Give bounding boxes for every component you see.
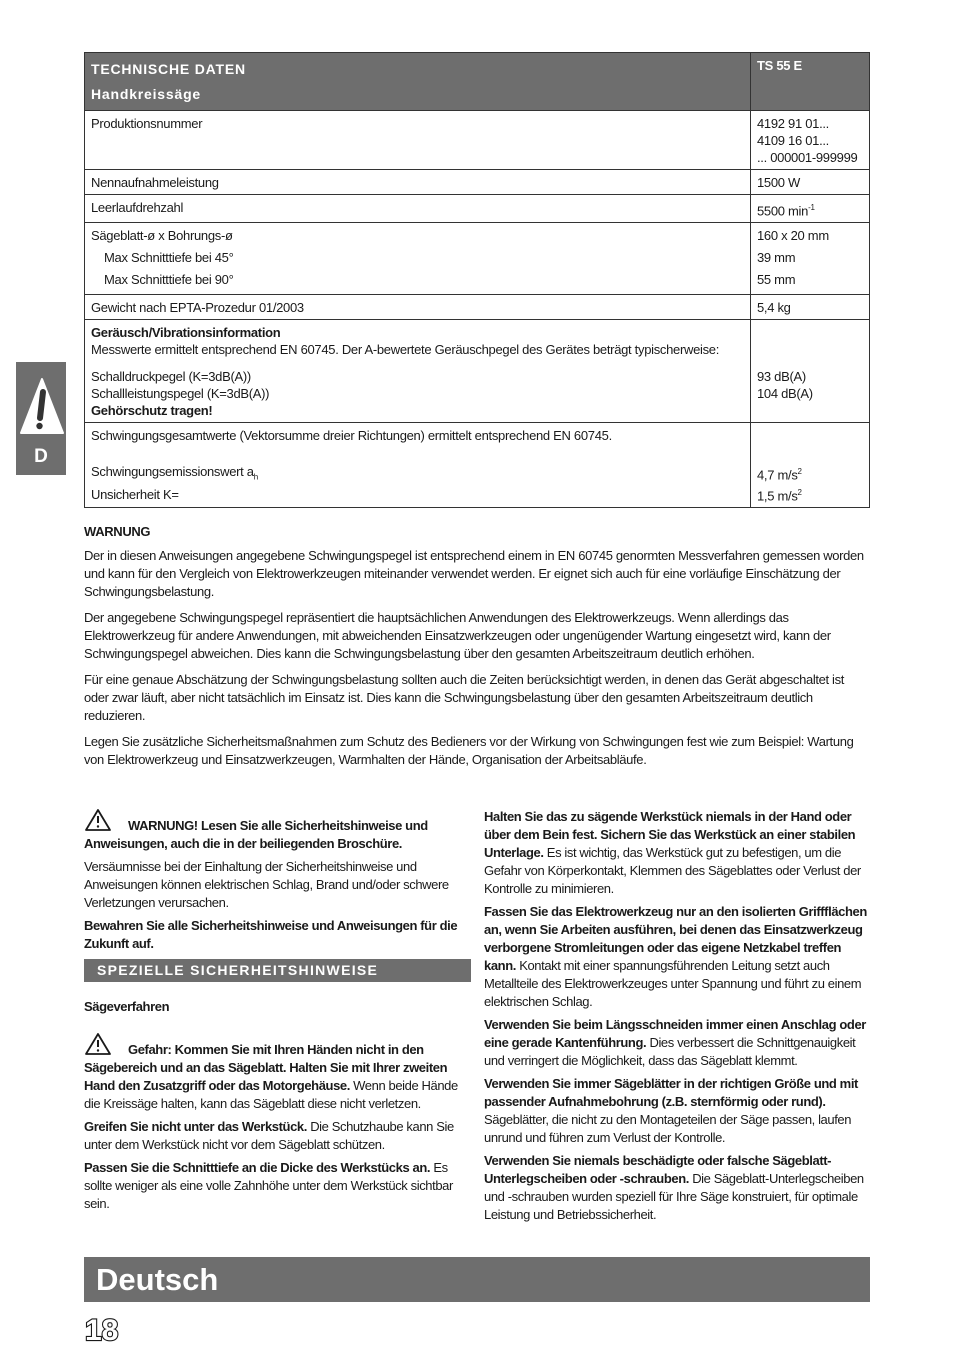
vibration-emission-exponent: 2 bbox=[797, 467, 802, 477]
depth-paragraph bbox=[84, 1159, 471, 1213]
page-number bbox=[84, 1312, 124, 1346]
row-value bbox=[751, 195, 870, 223]
fence-paragraph bbox=[484, 1016, 871, 1070]
row-label: Produktionsnummer bbox=[85, 111, 751, 170]
grip-bold: Greifen Sie nicht unter das Werkstück. bbox=[84, 1119, 307, 1134]
fence-text: Dies verbessert die Schnittgenauigkeit und verringert die Möglichkeit, dass das Sägeblatt klemmt. bbox=[484, 1035, 856, 1068]
row-value: 5,4 kg bbox=[751, 295, 870, 320]
grip-paragraph bbox=[84, 1118, 471, 1154]
hold-text: Es ist wichtig, das Werkstück gut zu befestigen, um die Gefahr von Körperkontakt, Klemmen des Sägeblattes oder Verlust der Kontrolle zu minimieren. bbox=[484, 845, 861, 896]
spec-model: TS 55 E bbox=[751, 53, 870, 111]
damaged-paragraph bbox=[484, 1152, 871, 1224]
table-row bbox=[85, 423, 870, 508]
table-row bbox=[85, 295, 870, 320]
row-value bbox=[751, 423, 870, 508]
row-value bbox=[751, 111, 870, 170]
language-footer-bar bbox=[84, 1257, 870, 1302]
row-value bbox=[751, 223, 870, 295]
safety-left-column bbox=[84, 808, 471, 1218]
blades-text: Sägeblätter, die nicht zu den Montageteilen der Säge passen, laufen unrund und führen zum Verlust der Kontrolle. bbox=[484, 1112, 852, 1145]
spec-title: TECHNISCHE DATEN bbox=[91, 61, 246, 77]
idle-speed-value: 5500 min bbox=[757, 203, 809, 219]
sound-pressure-value: 93 dB(A) bbox=[757, 369, 806, 385]
noise-intro: Messwerte ermittelt entsprechend EN 60745. Der A-bewertete Geräuschpegel des Gerätes beträgt typischerweise: bbox=[91, 342, 720, 358]
language-letter: D bbox=[34, 446, 48, 467]
table-row bbox=[85, 111, 870, 170]
technical-data-table bbox=[84, 52, 870, 508]
insulated-bold: Fassen Sie das Elektrowerkzeug nur an den isolierten Griffflächen an, wenn Sie Arbeiten ausführen, bei denen das Einsatzwerkzeug verborgene Stromleitungen oder das eigene Netzkabel treffen kann. bbox=[484, 904, 867, 973]
danger-paragraph bbox=[84, 1032, 471, 1113]
row-label: Gewicht nach EPTA-Prozedur 01/2003 bbox=[85, 295, 751, 320]
uncertainty-exponent: 2 bbox=[797, 487, 802, 497]
uncertainty-value: 1,5 m/s bbox=[757, 487, 798, 503]
production-number-3: ... 000001-999999 bbox=[757, 150, 858, 165]
warning-paragraph: Der in diesen Anweisungen angegebene Schwingungspegel ist entsprechend einem in EN 60745 genormten Messverfahren gemessen worden und kann für den Vergleich von Elektrowerkzeugen miteinander verwendet werden. Er eignet sich auch für eine vorläufige Einschätzung der Schwingungsbelastung. bbox=[84, 548, 864, 599]
vibration-emission-subscript: h bbox=[253, 472, 258, 482]
production-number-2: 4109 16 01... bbox=[757, 133, 829, 148]
blades-bold: Verwenden Sie immer Sägeblätter in der richtigen Größe und mit passender Aufnahmebohrung (z.B. sternförmig oder rund). bbox=[484, 1076, 858, 1109]
danger-bold: Gefahr: Kommen Sie mit Ihren Händen nicht in den Sägebereich und an das Sägeblatt. Halten Sie mit Ihrer zweiten Hand den Zusatzgriff oder das Motorgehäuse. bbox=[84, 1042, 448, 1093]
danger-text: Wenn beide Hände die Kreissäge halten, kann das Sägeblatt diese nicht verletzen. bbox=[84, 1078, 458, 1111]
cut-depth-45-value: 39 mm bbox=[757, 250, 796, 266]
warning-paragraph: Legen Sie zusätzliche Sicherheitsmaßnahmen zum Schutz des Bedieners vor der Wirkung von Schwingungen fest wie zum Beispiel: Wartung von Elektrowerkzeug und Einsatzwerkzeugen, Warmhalten der Hände, Organisation der Arbeitsabläufe. bbox=[84, 734, 854, 767]
keep-instructions-note: Bewahren Sie alle Sicherheitshinweise und Anweisungen für die Zukunft auf. bbox=[84, 918, 458, 951]
hold-bold: Halten Sie das zu sägende Werkstück niemals in der Hand oder über dem Bein fest. Sichern Sie das Werkstück an einer stabilen Unterlage. bbox=[484, 809, 856, 860]
spec-subtitle: Handkreissäge bbox=[91, 86, 202, 102]
general-warning-text: WARNUNG! Lesen Sie alle Sicherheitshinweise und Anweisungen, auch die in der beiliegenden Broschüre. bbox=[84, 818, 428, 851]
spec-header-cell bbox=[85, 53, 751, 111]
general-warning bbox=[84, 808, 471, 853]
section-heading: SPEZIELLE SICHERHEITSHINWEISE bbox=[84, 959, 471, 982]
spec-header-row bbox=[85, 53, 870, 111]
fence-bold: Verwenden Sie beim Längsschneiden immer einen Anschlag oder eine gerade Kantenführung. bbox=[484, 1017, 866, 1050]
warning-paragraph: Der angegebene Schwingungspegel repräsentiert die hauptsächlichen Anwendungen des Elektrowerkzeugs. Wenn allerdings das Elektrowerkzeug für andere Anwendungen, mit abweichenden Einsatzwerkzeugen oder ungenügender Wartung eingesetzt wird, kann der Schwingungspegel abweichen. Dies kann die Schwingungsbelastung über den gesamten Arbeitszeitraum deutlich erhöhen. bbox=[84, 610, 831, 661]
production-number-1: 4192 91 01... bbox=[757, 116, 829, 131]
row-label: Nennaufnahmeleistung bbox=[85, 170, 751, 195]
table-row bbox=[85, 223, 870, 295]
language-title: Deutsch bbox=[96, 1262, 219, 1297]
sound-power-label: Schallleistungspegel (K=3dB(A)) bbox=[91, 386, 270, 402]
idle-speed-unit-exponent: -1 bbox=[808, 203, 815, 212]
row-label: Leerlaufdrehzahl bbox=[85, 195, 751, 223]
vibration-emission-label: Schwingungsemissionswert a bbox=[91, 464, 254, 480]
warning-heading: WARNUNG bbox=[84, 524, 151, 539]
sound-power-value: 104 dB(A) bbox=[757, 386, 813, 402]
table-row bbox=[85, 320, 870, 423]
row-value: 1500 W bbox=[751, 170, 870, 195]
noise-heading: Geräusch/Vibrationsinformation bbox=[91, 325, 281, 341]
row-label bbox=[85, 320, 751, 423]
cut-depth-90-label: Max Schnitttiefe bei 90° bbox=[104, 272, 234, 288]
row-label bbox=[85, 423, 751, 508]
grip-text: Die Schutzhaube kann Sie unter dem Werkstück nicht vor dem Sägeblatt schützen. bbox=[84, 1119, 454, 1152]
blade-diameter-label: Sägeblatt-ø x Bohrungs-ø bbox=[91, 228, 233, 244]
row-value bbox=[751, 320, 870, 423]
warning-exclamation-icon bbox=[19, 376, 65, 436]
warning-triangle-icon bbox=[84, 1032, 112, 1056]
hold-paragraph bbox=[484, 808, 871, 898]
page-number-text: 18 bbox=[85, 1314, 119, 1346]
damaged-bold: Verwenden Sie niemals beschädigte oder falsche Sägeblatt-Unterlegscheiben oder -schrauben. bbox=[484, 1153, 832, 1186]
general-warning-body: Versäumnisse bei der Einhaltung der Sicherheitshinweise und Anweisungen können elektrischen Schlag, Brand und/oder schwere Verletzungen verursachen. bbox=[84, 859, 449, 910]
sawing-subheading: Sägeverfahren bbox=[84, 999, 170, 1014]
uncertainty-label: Unsicherheit K= bbox=[91, 486, 179, 502]
safety-right-column bbox=[484, 808, 871, 1229]
blade-diameter-value: 160 x 20 mm bbox=[757, 228, 829, 244]
vibration-emission-value: 4,7 m/s bbox=[757, 467, 798, 483]
warning-triangle-icon bbox=[84, 808, 112, 832]
row-label bbox=[85, 223, 751, 295]
cut-depth-45-label: Max Schnitttiefe bei 45° bbox=[104, 250, 234, 266]
damaged-text: Die Sägeblatt-Unterlegscheiben und -schrauben wurden speziell für Ihre Säge konstruiert, für optimale Leistung und Betriebssicherheit. bbox=[484, 1171, 864, 1222]
insulated-paragraph bbox=[484, 903, 871, 1011]
language-side-tab bbox=[16, 362, 66, 475]
vibration-warning-section bbox=[84, 523, 870, 777]
sound-pressure-label: Schalldruckpegel (K=3dB(A)) bbox=[91, 369, 251, 385]
warning-paragraph: Für eine genaue Abschätzung der Schwingungsbelastung sollten auch die Zeiten berücksichtigt werden, in denen das Gerät abgeschaltet ist oder zwar läuft, aber nicht tatsächlich im Einsatz ist. Dies kann die Schwingungsbelastung über den gesamten Arbeitszeitraum deutlich reduzieren. bbox=[84, 672, 844, 723]
vibration-intro: Schwingungsgesamtwerte (Vektorsumme dreier Richtungen) ermittelt entsprechend EN 60745. bbox=[91, 428, 612, 444]
cut-depth-90-value: 55 mm bbox=[757, 272, 796, 288]
depth-bold: Passen Sie die Schnitttiefe an die Dicke des Werkstücks an. bbox=[84, 1160, 431, 1175]
table-row bbox=[85, 195, 870, 223]
depth-text: Es sollte weniger als eine volle Zahnhöhe unter dem Werkstück sichtbar sein. bbox=[84, 1160, 453, 1211]
blades-paragraph bbox=[484, 1075, 871, 1147]
hearing-protection-note: Gehörschutz tragen! bbox=[91, 403, 213, 419]
insulated-text: Kontakt mit einer spannungsführenden Leitung setzt auch Metallteile des Elektrowerkzeuges unter Spannung und führt zu einem elektrischen Schlag. bbox=[484, 958, 862, 1009]
table-row bbox=[85, 170, 870, 195]
